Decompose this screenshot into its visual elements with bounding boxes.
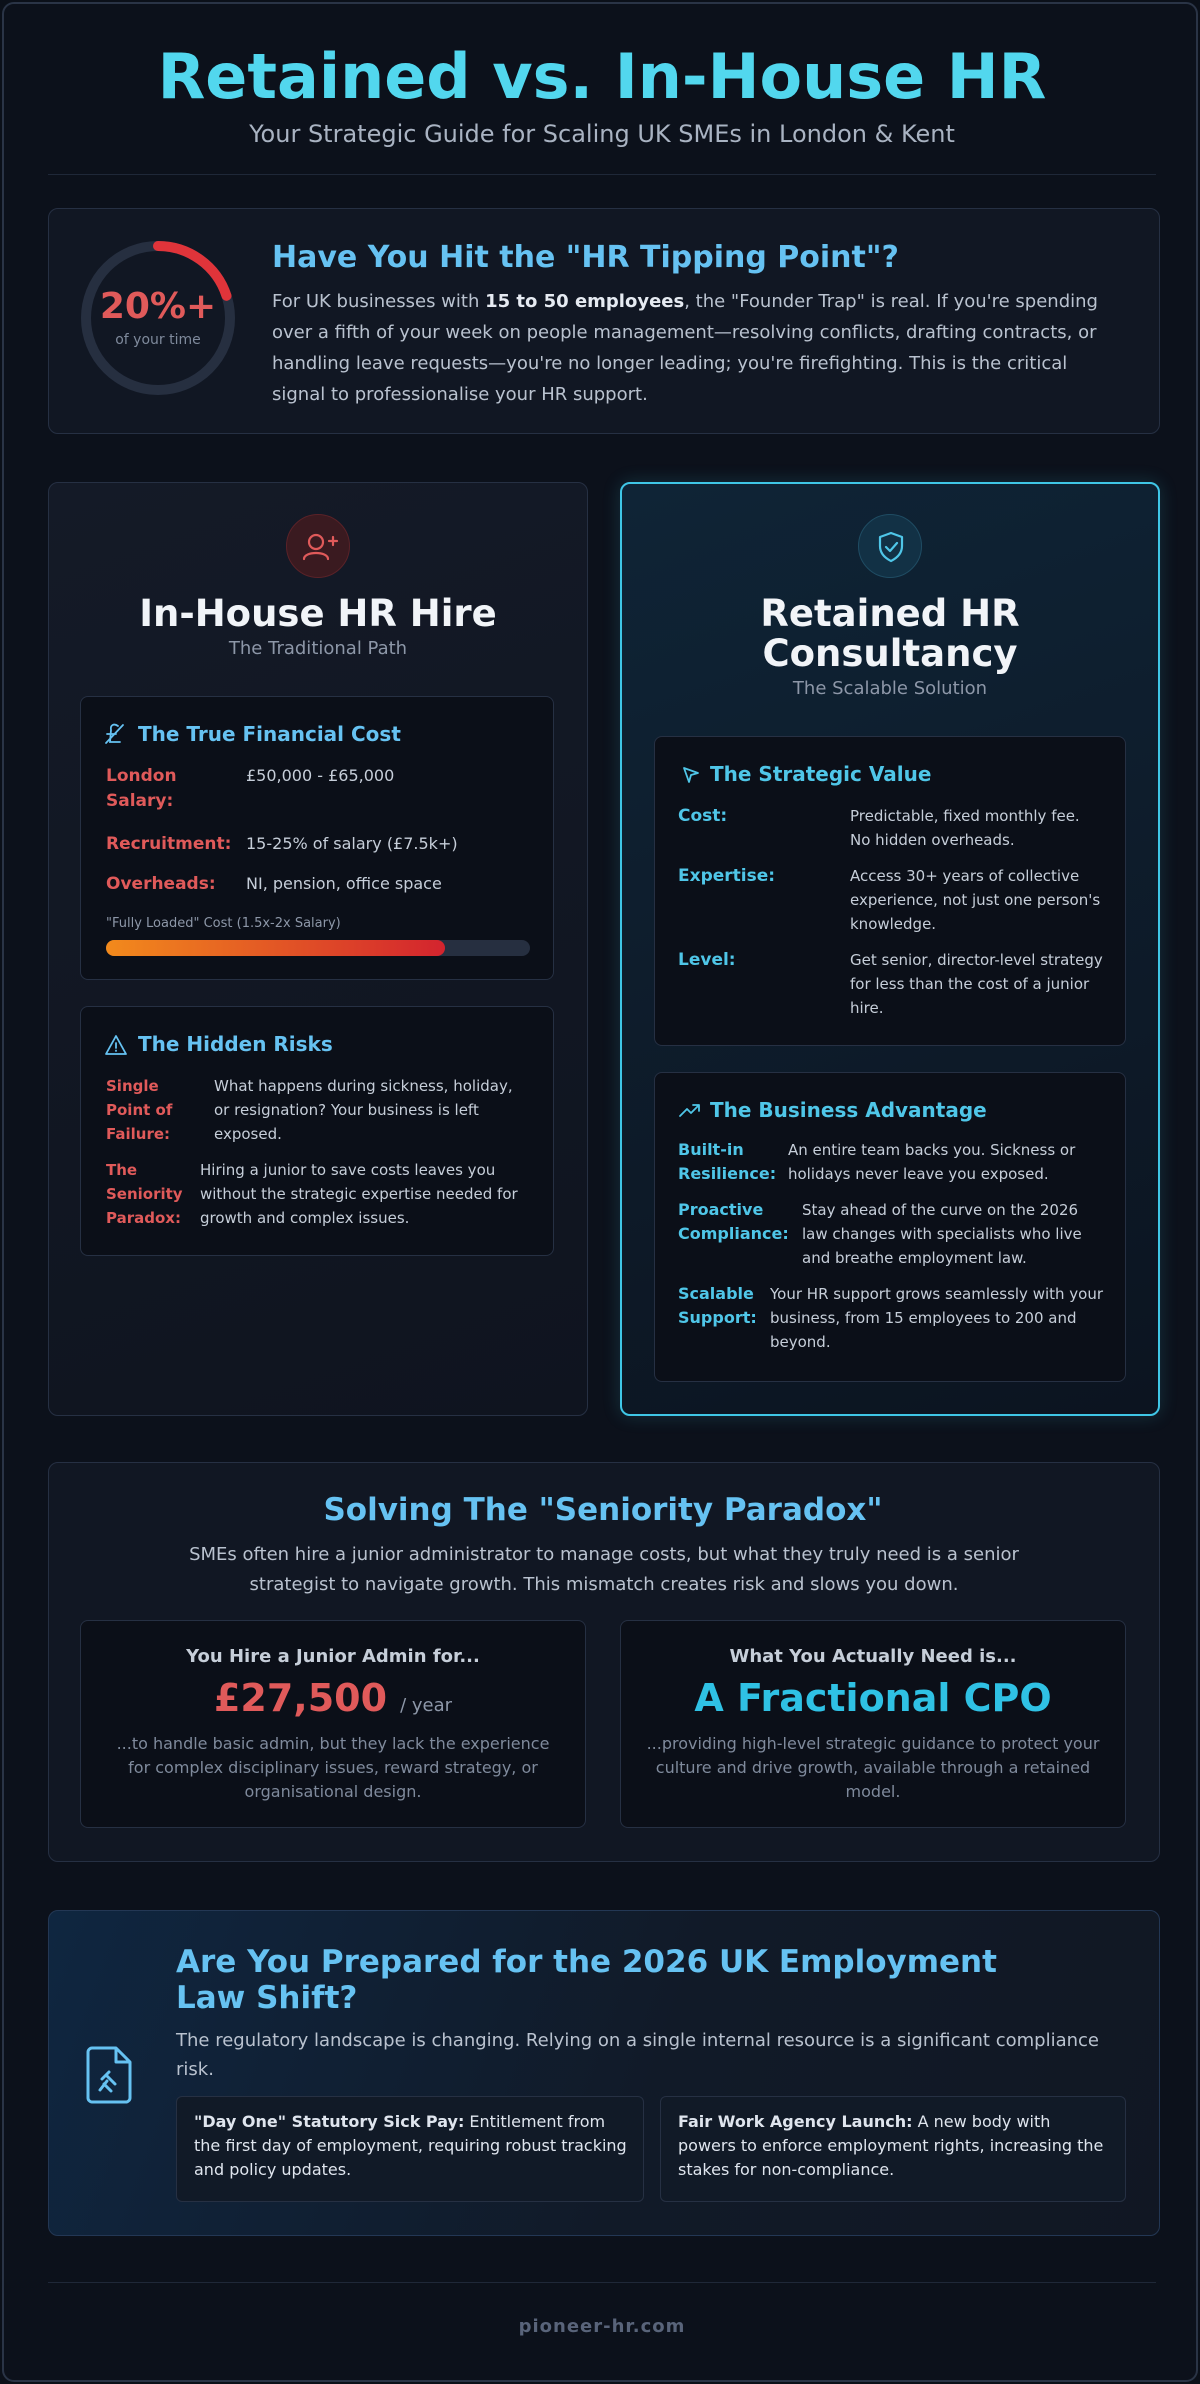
- risk-value-single-point: What happens during sickness, holiday, or resignation? Your business is left exposed.: [214, 1077, 513, 1143]
- cost-label-recruitment: Recruitment:: [106, 834, 232, 854]
- strategic-value-title: The Strategic Value: [710, 762, 932, 786]
- warning-icon: [104, 1034, 128, 1056]
- fully-loaded-bar-track: [106, 940, 530, 956]
- infographic-frame: [2, 2, 1198, 2382]
- page-subtitle: Your Strategic Guide for Scaling UK SMEs in London & Kent: [249, 120, 955, 148]
- in-house-title: In-House HR Hire: [139, 592, 497, 635]
- value-text-expertise: Access 30+ years of collective experience, not just one person's knowledge.: [850, 867, 1101, 933]
- time-stat-value: 20%+: [99, 286, 217, 327]
- junior-admin-unit: / year: [400, 1695, 453, 1716]
- advantage-text-scalable: Your HR support grows seamlessly with your business, from 15 employees to 200 and beyond.: [770, 1285, 1104, 1351]
- risk-value-seniority: Hiring a junior to save costs leaves you without the strategic expertise needed for growth and complex issues.: [200, 1161, 518, 1227]
- junior-admin-figure: £27,500: [213, 1676, 388, 1720]
- cost-label-overheads: Overheads:: [106, 874, 216, 894]
- retained-subtitle: The Scalable Solution: [792, 678, 988, 699]
- pound-chart-icon: [104, 722, 126, 746]
- advantage-label-resilience: Built-in Resilience:: [678, 1140, 777, 1183]
- cost-value-salary: £50,000 - £65,000: [246, 766, 395, 785]
- junior-admin-heading: You Hire a Junior Admin for...: [186, 1646, 480, 1667]
- value-text-cost: Predictable, fixed monthly fee. No hidden overheads.: [850, 807, 1080, 849]
- footer-domain[interactable]: pioneer-hr.com: [518, 2316, 686, 2337]
- advantage-text-compliance: Stay ahead of the curve on the 2026 law changes with specialists who live and breathe employment law.: [802, 1201, 1082, 1267]
- value-label-cost: Cost:: [678, 806, 728, 826]
- header-divider: [48, 174, 1156, 175]
- paradox-title: Solving The "Seniority Paradox": [323, 1492, 883, 1528]
- fully-loaded-bar-fill: [106, 940, 445, 956]
- value-label-expertise: Expertise:: [678, 866, 776, 886]
- user-plus-icon: [286, 514, 350, 578]
- in-house-subtitle: The Traditional Path: [228, 638, 408, 659]
- risk-label-single-point: Single Point of Failure:: [106, 1077, 173, 1143]
- advantage-label-compliance: Proactive Compliance:: [678, 1200, 789, 1243]
- shield-check-icon: [858, 514, 922, 578]
- trend-up-icon: [678, 1100, 702, 1120]
- retained-title: Retained HR Consultancy: [760, 592, 1020, 675]
- fractional-cpo-figure: A Fractional CPO: [694, 1676, 1052, 1720]
- legal-document-icon: [84, 2044, 138, 2106]
- time-stat-caption: of your time: [115, 332, 201, 348]
- page-title: Retained vs. In-House HR: [157, 40, 1047, 113]
- cost-value-overheads: NI, pension, office space: [246, 874, 442, 893]
- business-advantage-title: The Business Advantage: [710, 1098, 987, 1122]
- law-title: Are You Prepared for the 2026 UK Employment Law Shift?: [176, 1944, 997, 2016]
- value-label-level: Level:: [678, 950, 736, 970]
- tipping-point-body: For UK businesses with 15 to 50 employees, the "Founder Trap" is real. If you're spending over a fifth of your week on people management—resolving conflicts, drafting contracts, or handling leave requests—you're no longer leading; you're firefighting. This is the critical signal to professionalise your HR support.: [272, 291, 1098, 405]
- fractional-cpo-desc: ...providing high-level strategic guidance to protect your culture and drive growth, available through a retained model.: [646, 1734, 1100, 1801]
- junior-admin-salary: [80, 1676, 586, 1720]
- law-item-sick-pay-text: "Day One" Statutory Sick Pay: Entitlement from the first day of employment, requiring robust tracking and policy updates.: [194, 2112, 627, 2179]
- advantage-label-scalable: Scalable Support:: [678, 1284, 757, 1327]
- value-text-level: Get senior, director-level strategy for less than the cost of a junior hire.: [850, 951, 1103, 1017]
- paradox-body: SMEs often hire a junior administrator to manage costs, but what they truly need is a senior strategist to navigate growth. This mismatch creates risk and slows you down.: [189, 1544, 1019, 1595]
- risk-label-seniority: The Seniority Paradox:: [106, 1161, 183, 1227]
- junior-admin-desc: ...to handle basic admin, but they lack the experience for complex disciplinary issues, reward strategy, or organisational design.: [116, 1734, 550, 1801]
- cost-label-salary: London Salary:: [106, 766, 177, 811]
- financial-cost-title: The True Financial Cost: [138, 722, 401, 746]
- advantage-text-resilience: An entire team backs you. Sickness or holidays never leave you exposed.: [788, 1141, 1076, 1183]
- fully-loaded-caption: "Fully Loaded" Cost (1.5x-2x Salary): [106, 916, 341, 931]
- footer-divider: [48, 2282, 1156, 2283]
- cursor-icon: [680, 764, 702, 786]
- law-item-fair-work-text: Fair Work Agency Launch: A new body with powers to enforce employment rights, increasing the stakes for non-compliance.: [678, 2112, 1104, 2179]
- fractional-cpo-heading: What You Actually Need is...: [729, 1646, 1017, 1667]
- cost-value-recruitment: 15-25% of salary (£7.5k+): [246, 834, 458, 853]
- tipping-point-title: Have You Hit the "HR Tipping Point"?: [272, 240, 899, 275]
- law-body: The regulatory landscape is changing. Relying on a single internal resource is a significant compliance risk.: [176, 2030, 1099, 2080]
- employee-range: 15 to 50 employees: [485, 291, 685, 312]
- hidden-risks-title: The Hidden Risks: [138, 1032, 333, 1056]
